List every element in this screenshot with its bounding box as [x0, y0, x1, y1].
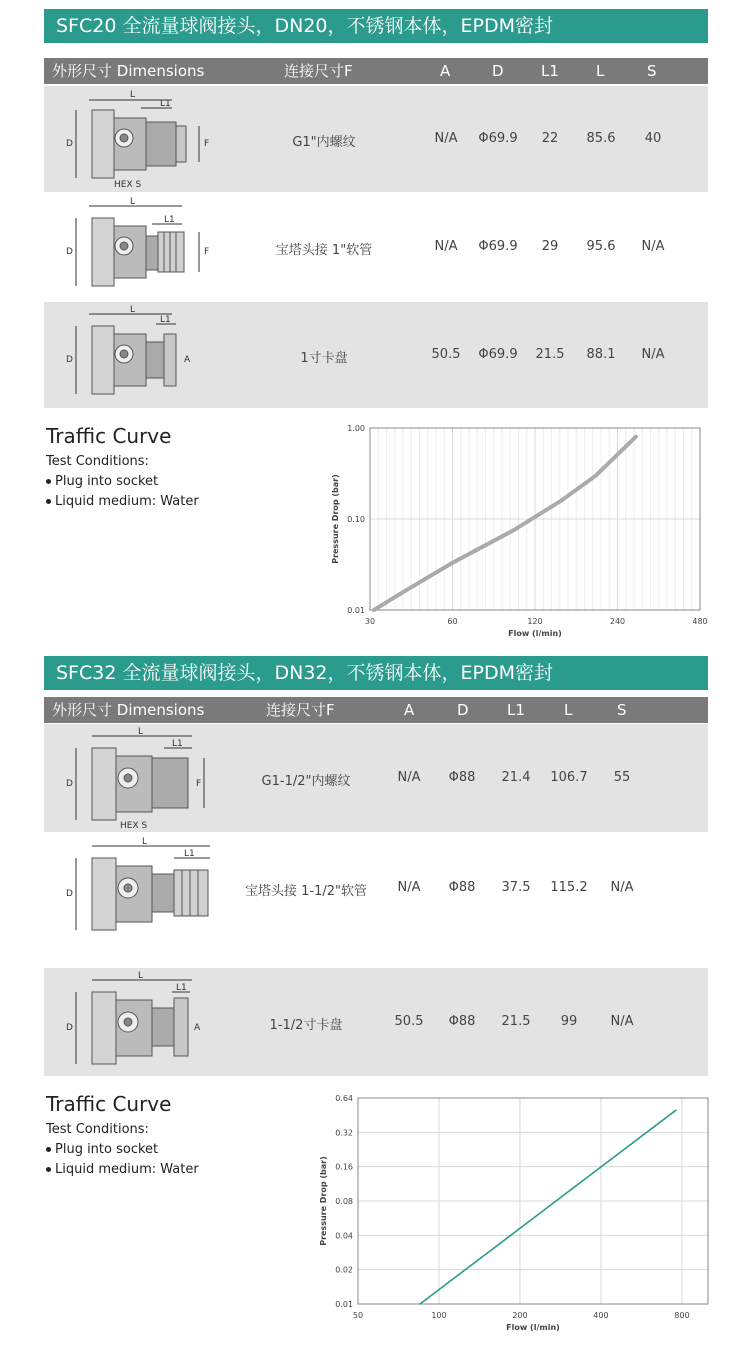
header-l1: L1	[507, 701, 525, 719]
curve-heading: Traffic Curve	[46, 1092, 172, 1116]
fitting-drawing	[64, 726, 214, 830]
section-title: SFC32 全流量球阀接头，DN32，不锈钢本体，EPDM密封	[44, 656, 708, 690]
label-d: D	[66, 247, 73, 257]
label-f: F	[196, 779, 202, 789]
y-axis-label: Pressure Drop (bar)	[319, 1156, 328, 1246]
x-tick-label: 200	[512, 1311, 528, 1320]
conditions-label: Test Conditions:	[46, 1122, 149, 1137]
x-axis-label: Flow (l/min)	[508, 629, 562, 638]
condition-item: Liquid medium: Water	[46, 1160, 199, 1180]
x-tick-label: 100	[431, 1311, 447, 1320]
cell-l1: 21.4	[501, 770, 531, 785]
dimensions-header	[44, 697, 708, 723]
label-l1: L1	[172, 739, 183, 749]
cell-d: Φ88	[448, 880, 476, 895]
condition-item: Plug into socket	[46, 1140, 199, 1160]
x-tick-label: 800	[674, 1311, 690, 1320]
header-d: D	[492, 62, 504, 80]
y-tick-label: 0.08	[335, 1197, 353, 1206]
cell-l: 88.1	[586, 347, 616, 362]
header-l1: L1	[541, 62, 559, 80]
y-tick-label: 1.00	[347, 424, 365, 433]
header-l: L	[564, 701, 573, 719]
header-s: S	[647, 62, 657, 80]
label-d: D	[66, 779, 73, 789]
cell-d: Φ88	[448, 770, 476, 785]
y-tick-label: 0.01	[347, 606, 365, 615]
x-tick-label: 60	[447, 617, 458, 626]
label-l1: L1	[176, 983, 187, 993]
test-conditions	[46, 1120, 199, 1180]
x-tick-label: 240	[609, 617, 626, 626]
cell-s: 55	[613, 770, 631, 785]
label-hex: HEX S	[114, 180, 142, 190]
label-l1: L1	[164, 215, 175, 225]
cell-a: 50.5	[394, 1014, 424, 1029]
cell-d: Φ69.9	[478, 347, 518, 362]
dimensions-header	[44, 58, 708, 84]
label-l: L	[130, 305, 136, 315]
cell-f: 宝塔头接 1-1/2"软管	[245, 884, 367, 899]
x-tick-label: 120	[527, 617, 543, 626]
flow-chart	[312, 1088, 712, 1342]
cell-s: 40	[644, 131, 662, 146]
cell-a: N/A	[397, 770, 421, 785]
cell-s: N/A	[610, 1014, 634, 1029]
cell-f: 1寸卡盘	[300, 351, 348, 366]
y-axis-label: Pressure Drop (bar)	[331, 474, 340, 564]
label-hex: HEX S	[120, 821, 148, 830]
fitting-drawing	[64, 88, 214, 190]
series-line	[420, 1110, 676, 1304]
fitting-drawing	[64, 836, 214, 940]
cell-l1: 22	[541, 131, 559, 146]
section-title: SFC20 全流量球阀接头，DN20，不锈钢本体，EPDM密封	[44, 9, 708, 43]
cell-s: N/A	[641, 239, 665, 254]
label-d: D	[66, 139, 73, 149]
label-l: L	[130, 197, 136, 207]
cell-s: N/A	[610, 880, 634, 895]
fitting-drawing	[64, 970, 214, 1074]
cell-a: N/A	[397, 880, 421, 895]
cell-a: N/A	[434, 131, 458, 146]
x-tick-label: 50	[352, 1311, 364, 1320]
header-f: 连接尺寸F	[266, 701, 335, 719]
label-a: A	[194, 1023, 201, 1033]
cell-d: Φ69.9	[478, 239, 518, 254]
header-l: L	[596, 62, 605, 80]
curve-heading: Traffic Curve	[46, 424, 172, 448]
cell-f: 宝塔头接 1"软管	[275, 243, 373, 258]
test-conditions	[46, 452, 199, 512]
table-row	[44, 834, 708, 942]
y-tick-label: 0.64	[335, 1094, 353, 1103]
conditions-label: Test Conditions:	[46, 454, 149, 469]
table-row	[44, 302, 708, 408]
label-f: F	[204, 139, 210, 149]
cell-f: G1-1/2"内螺纹	[261, 774, 351, 789]
label-d: D	[66, 889, 73, 899]
label-l1: L1	[160, 99, 171, 109]
x-tick-label: 480	[692, 617, 708, 626]
header-d: D	[457, 701, 469, 719]
header-f: 连接尺寸F	[284, 62, 353, 80]
cell-f: 1-1/2寸卡盘	[269, 1018, 343, 1033]
cell-l1: 37.5	[501, 880, 531, 895]
cell-f: G1"内螺纹	[292, 135, 356, 150]
table-row	[44, 724, 708, 832]
cell-s: N/A	[641, 347, 665, 362]
y-tick-label: 0.02	[335, 1265, 353, 1275]
header-s: S	[617, 701, 627, 719]
cell-l: 95.6	[586, 239, 616, 254]
label-l: L	[138, 727, 144, 737]
series-line	[374, 437, 636, 610]
header-a: A	[440, 62, 451, 80]
y-tick-label: 0.16	[335, 1162, 353, 1172]
header-dimensions: 外形尺寸 Dimensions	[52, 62, 205, 80]
fitting-drawing	[64, 304, 214, 406]
label-f: F	[204, 247, 210, 257]
label-l1: L1	[160, 315, 171, 325]
cell-d: Φ69.9	[478, 131, 518, 146]
cell-l: 115.2	[550, 880, 588, 895]
flow-chart	[320, 418, 710, 640]
header-a: A	[404, 701, 415, 719]
table-row	[44, 86, 708, 192]
cell-d: Φ88	[448, 1014, 476, 1029]
label-d: D	[66, 1023, 73, 1033]
y-tick-label: 0.32	[335, 1128, 353, 1138]
label-l1: L1	[184, 849, 195, 859]
label-l: L	[138, 971, 144, 981]
x-axis-label: Flow (l/min)	[506, 1323, 560, 1332]
cell-l1: 21.5	[501, 1014, 531, 1029]
table-row	[44, 194, 708, 300]
x-tick-label: 400	[593, 1311, 609, 1320]
cell-a: N/A	[434, 239, 458, 254]
condition-item: Liquid medium: Water	[46, 492, 199, 512]
cell-l: 99	[560, 1014, 578, 1029]
y-tick-label: 0.04	[335, 1231, 353, 1241]
cell-a: 50.5	[431, 347, 461, 362]
cell-l: 85.6	[586, 131, 616, 146]
condition-item: Plug into socket	[46, 472, 199, 492]
label-l: L	[130, 90, 136, 100]
cell-l1: 21.5	[535, 347, 565, 362]
label-l: L	[142, 837, 148, 847]
x-tick-label: 30	[364, 617, 376, 626]
table-row	[44, 968, 708, 1076]
y-tick-label: 0.10	[347, 515, 365, 524]
fitting-drawing	[64, 196, 214, 298]
label-a: A	[184, 355, 191, 365]
header-dimensions: 外形尺寸 Dimensions	[52, 701, 205, 719]
cell-l: 106.7	[550, 770, 588, 785]
cell-l1: 29	[541, 239, 559, 254]
y-tick-label: 0.01	[335, 1300, 353, 1309]
label-d: D	[66, 355, 73, 365]
